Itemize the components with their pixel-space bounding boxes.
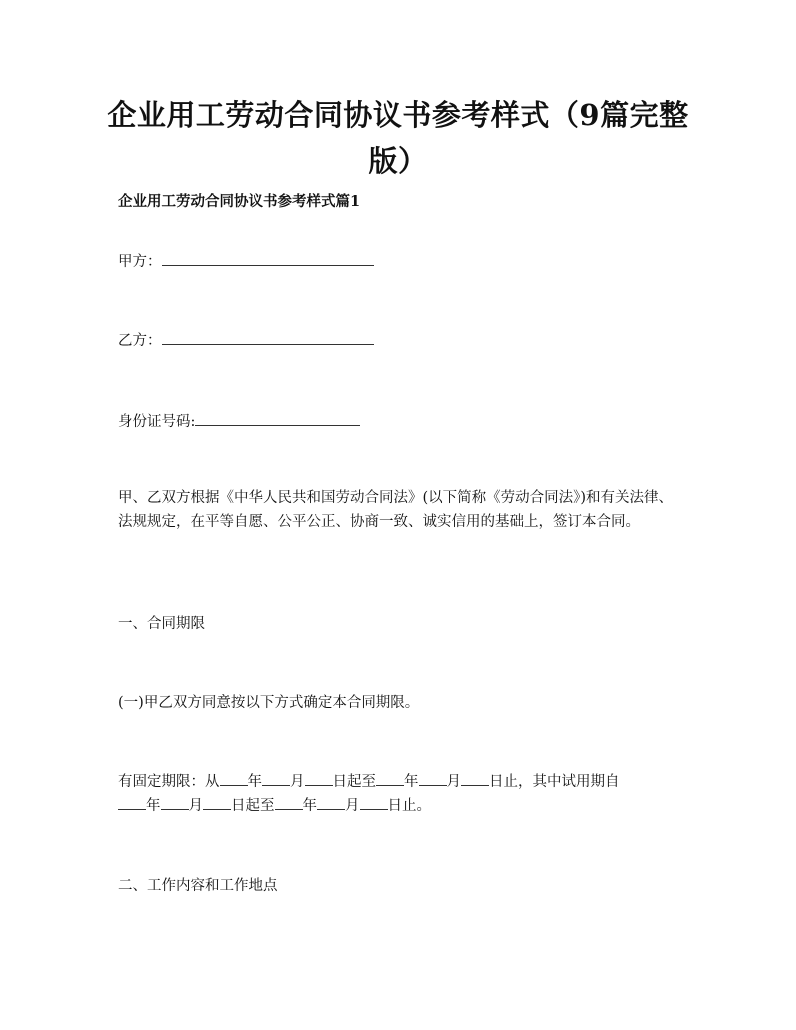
intro-paragraph: 甲、乙双方根据《中华人民共和国劳动合同法》(以下简称《劳动合同法》)和有关法律、法规规定，在平等自愿、公平公正、协商一致、诚实信用的基础上，签订本合同。 [118,490,674,530]
fixed-term-paragraph: 有固定期限：从 年 月 日起至 年 月 日止，其中试用期自 年 月 日起至 年 月 日止。 [118,770,683,818]
blank-field[interactable] [305,771,333,786]
party-b-field[interactable] [162,329,374,345]
party-b-label: 乙方： [118,333,162,349]
party-a-line [118,250,683,274]
party-a-label: 甲方： [118,254,162,270]
id-number-label: 身份证号码: [118,414,196,430]
blank-field[interactable] [118,795,146,810]
section-heading: 企业用工劳动合同协议书参考样式篇1 [118,193,361,210]
blank-field[interactable] [275,795,303,810]
document-title: 企业用工劳动合同协议书参考样式（9篇完整版） [107,98,689,178]
section2-title: 二、工作内容和工作地点 [118,878,278,894]
blank-field[interactable] [317,795,345,810]
blank-field[interactable] [461,771,489,786]
blank-field[interactable] [376,771,404,786]
blank-field[interactable] [419,771,447,786]
section1-title: 一、合同期限 [118,616,205,632]
id-number-field[interactable] [195,410,360,426]
blank-field[interactable] [220,771,248,786]
blank-field[interactable] [360,795,388,810]
section1-item1: (一)甲乙双方同意按以下方式确定本合同期限。 [118,695,420,711]
blank-field[interactable] [262,771,290,786]
party-b-line [118,329,683,353]
blank-field[interactable] [203,795,231,810]
blank-field[interactable] [161,795,189,810]
id-number-line [118,410,683,434]
party-a-field[interactable] [162,250,374,266]
